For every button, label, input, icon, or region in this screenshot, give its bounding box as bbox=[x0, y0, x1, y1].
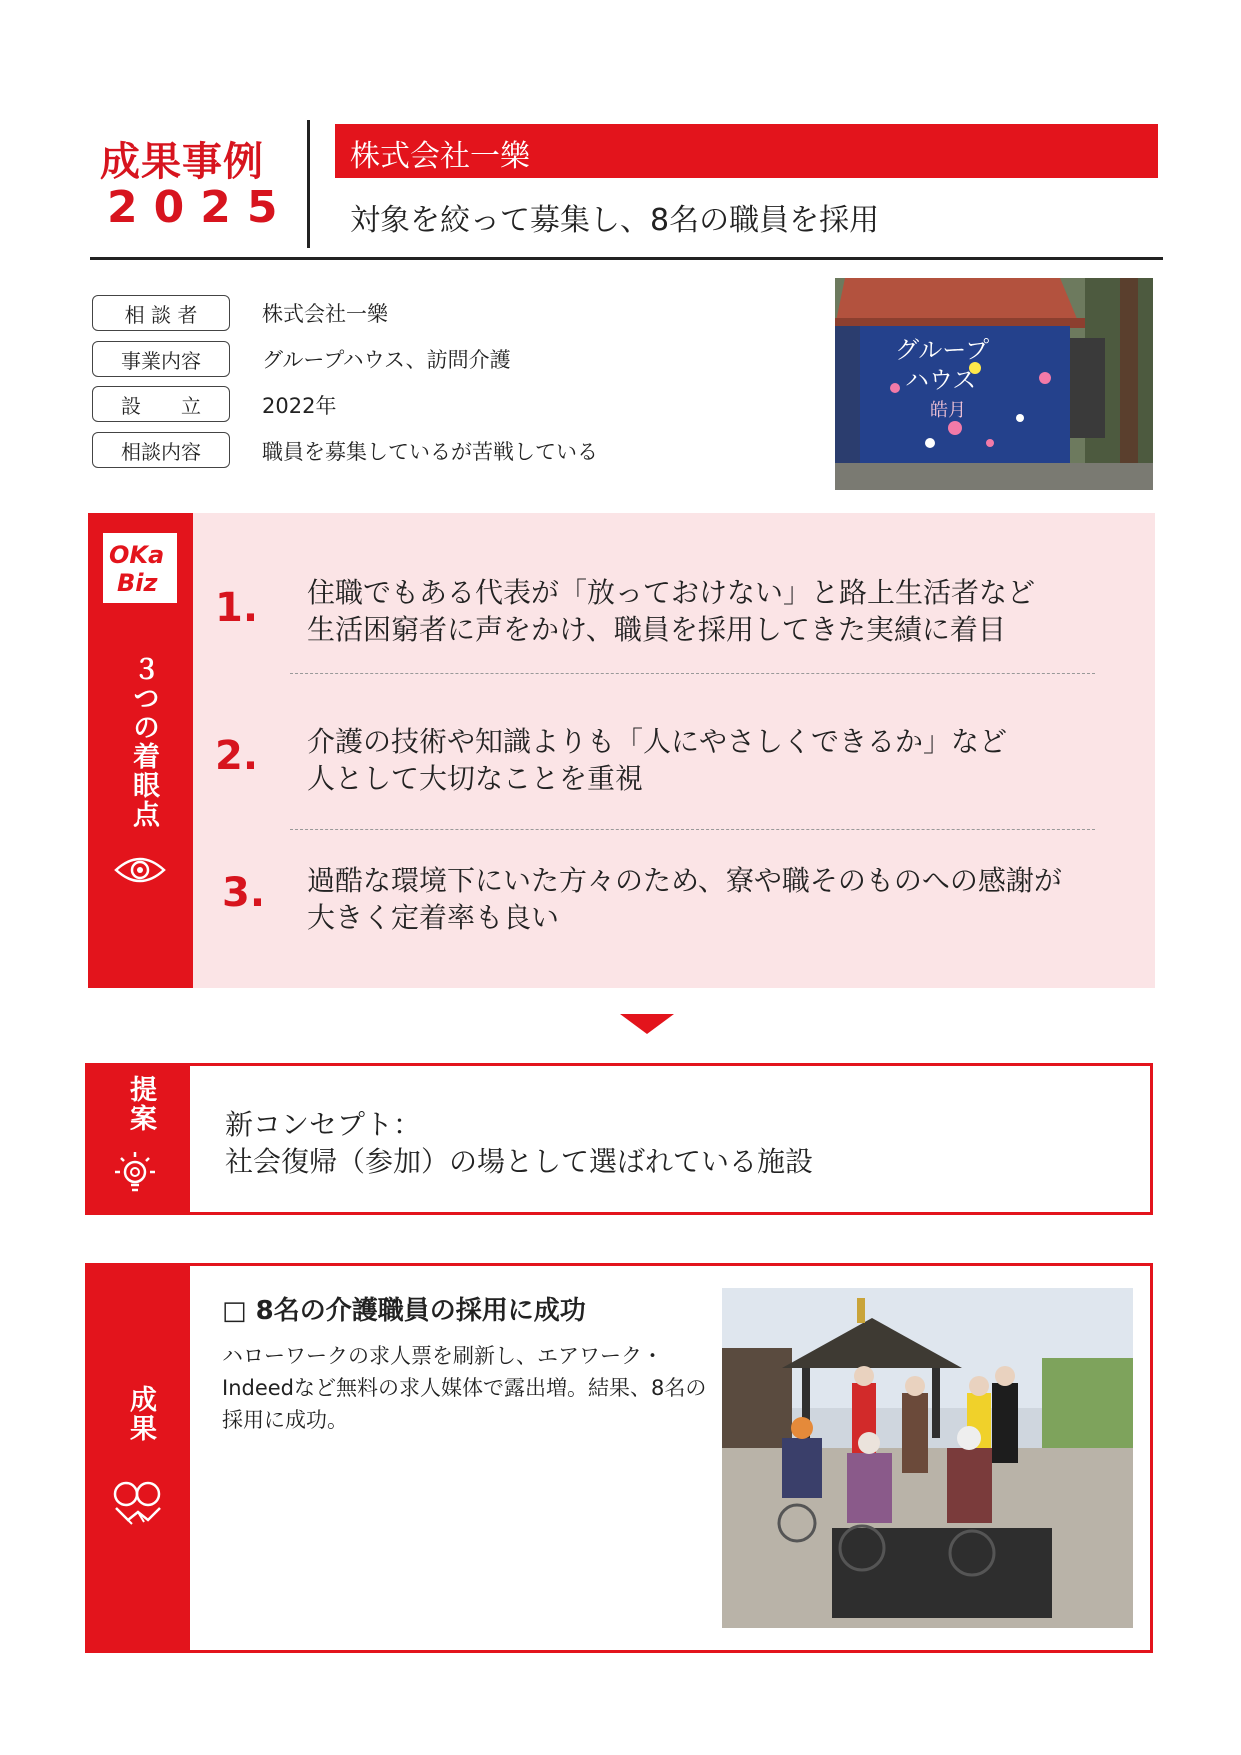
info-label-business: 事業内容 bbox=[92, 341, 230, 377]
result-heading: □ 8名の介護職員の採用に成功 bbox=[222, 1296, 586, 1326]
result-side-bar bbox=[85, 1263, 190, 1653]
point-3-line-2: 大きく定着率も良い bbox=[307, 901, 560, 934]
point-number-3: 3. bbox=[222, 870, 266, 916]
info-value-consultant: 株式会社一樂 bbox=[262, 302, 388, 326]
point-text-3 bbox=[307, 862, 1127, 936]
info-label-consultant: 相 談 者 bbox=[92, 295, 230, 331]
point-3-line-1: 過酷な環境下にいた方々のため、寮や職そのものへの感謝が bbox=[307, 864, 1062, 897]
point-divider-2 bbox=[290, 829, 1095, 830]
proposal-side-label: 提案 bbox=[125, 1075, 156, 1133]
point-1-line-2: 生活困窮者に声をかけ、職員を採用してきた実績に着目 bbox=[307, 613, 1006, 646]
sign-text-line3: 皓月 bbox=[930, 400, 966, 421]
point-text-1 bbox=[307, 574, 1127, 648]
arrow-down-icon bbox=[620, 1014, 674, 1034]
report-title: 成果事例 bbox=[100, 139, 264, 185]
report-year: 2025 bbox=[107, 182, 294, 233]
focus-side-label: ３つの着眼点 bbox=[128, 655, 159, 829]
point-number-1: 1. bbox=[215, 585, 259, 631]
point-number-2: 2. bbox=[215, 733, 259, 779]
point-divider-1 bbox=[290, 673, 1095, 674]
group-house-photo bbox=[835, 278, 1153, 490]
info-value-consultation: 職員を募集しているが苦戦している bbox=[262, 440, 598, 464]
case-subtitle: 対象を絞って募集し、8名の職員を採用 bbox=[350, 203, 880, 238]
info-label-consultation: 相談内容 bbox=[92, 432, 230, 468]
proposal-line-1: 新コンセプト： bbox=[225, 1108, 422, 1141]
okabiz-logo bbox=[103, 533, 177, 603]
point-text-2 bbox=[307, 723, 1127, 797]
header-divider bbox=[307, 120, 310, 248]
lightbulb-icon bbox=[111, 1150, 159, 1202]
company-name: 株式会社一樂 bbox=[350, 139, 530, 174]
svg-text:OKa: OKa bbox=[109, 541, 165, 569]
result-side-label: 成果 bbox=[125, 1385, 156, 1443]
sign-text-line2: ハウス bbox=[905, 366, 977, 394]
info-value-business: グループハウス、訪問介護 bbox=[262, 348, 511, 372]
result-body: ハローワークの求人票を刷新し、エアワーク・Indeedなど無料の求人媒体で露出増。結果、8名の採用に成功。 bbox=[222, 1344, 707, 1432]
handshake-icon bbox=[110, 1478, 166, 1532]
svg-text:Biz: Biz bbox=[117, 569, 158, 597]
header-rule bbox=[90, 257, 1163, 260]
info-label-founded: 設 立 bbox=[92, 386, 230, 422]
staff-residents-photo bbox=[722, 1288, 1133, 1628]
info-value-founded: 2022年 bbox=[262, 394, 337, 418]
point-1-line-1: 住職でもある代表が「放っておけない」と路上生活者など bbox=[307, 576, 1036, 609]
eye-icon bbox=[112, 850, 168, 894]
point-2-line-1: 介護の技術や知識よりも「人にやさしくできるか」など bbox=[307, 725, 1008, 758]
point-2-line-2: 人として大切なことを重視 bbox=[307, 762, 644, 795]
proposal-line-2: 社会復帰（参加）の場として選ばれている施設 bbox=[225, 1145, 814, 1178]
proposal-text bbox=[225, 1106, 813, 1180]
sign-text-line1: グループ bbox=[895, 336, 990, 364]
